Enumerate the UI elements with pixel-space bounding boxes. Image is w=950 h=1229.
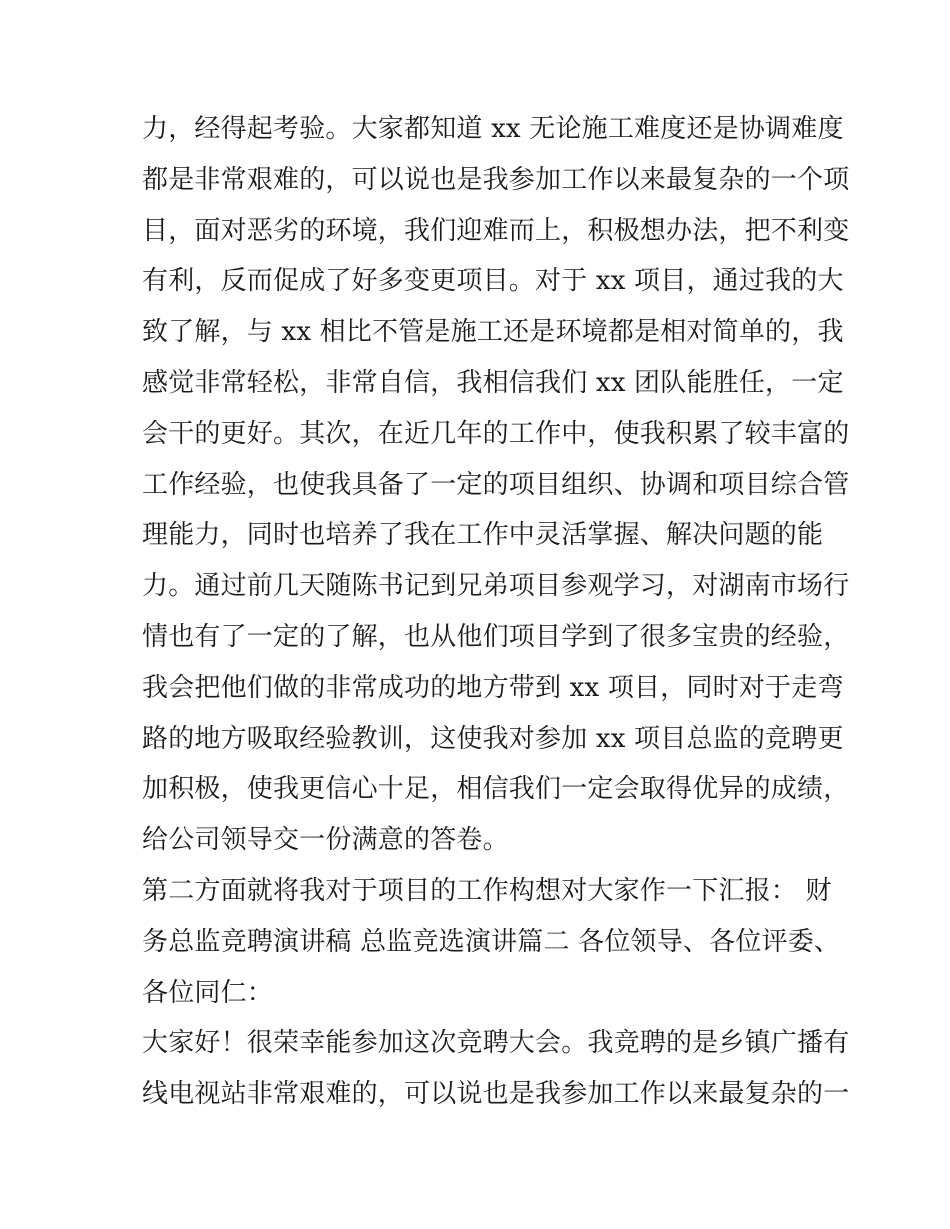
text-line: 情也有了一定的了解，也从他们项目学到了很多宝贵的经验， bbox=[142, 621, 850, 652]
text-line: 路的地方吸取经验教训，这使我对参加 xx 项目总监的竞聘更 bbox=[142, 723, 844, 754]
text-line: 线电视站非常艰难的，可以说也是我参加工作以来最复杂的一 bbox=[142, 1079, 850, 1110]
text-line: 力，经得起考验。大家都知道 xx 无论施工难度还是协调难度 bbox=[142, 114, 844, 144]
text-line: 大家好！很荣幸能参加这次竞聘大会。我竞聘的是乡镇广播有 bbox=[142, 1028, 850, 1059]
text-line: 第二方面就将我对于项目的工作构想对大家作一下汇报： 财 bbox=[142, 875, 832, 906]
text-line: 目，面对恶劣的环境，我们迎难而上，积极想办法，把不利变 bbox=[142, 215, 850, 246]
text-line: 致了解，与 xx 相比不管是施工还是环境都是相对简单的，我 bbox=[142, 317, 844, 348]
text-line: 理能力，同时也培养了我在工作中灵活掌握、解决问题的能 bbox=[142, 520, 824, 551]
text-line: 力。通过前几天随陈书记到兄弟项目参观学习，对湖南市场行 bbox=[142, 571, 850, 602]
text-line: 各位同仁： bbox=[142, 977, 274, 1008]
text-line: 有利，反而促成了好多变更项目。对于 xx 项目，通过我的大 bbox=[142, 266, 844, 297]
body-text bbox=[142, 104, 850, 1120]
text-line: 都是非常艰难的，可以说也是我参加工作以来最复杂的一个项 bbox=[142, 164, 850, 195]
text-line: 会干的更好。其次，在近几年的工作中，使我积累了较丰富的 bbox=[142, 418, 850, 449]
text-line: 感觉非常轻松，非常自信，我相信我们 xx 团队能胜任，一定 bbox=[142, 367, 844, 398]
text-line: 我会把他们做的非常成功的地方带到 xx 项目，同时对于走弯 bbox=[142, 672, 844, 703]
text-line: 工作经验，也使我具备了一定的项目组织、协调和项目综合管 bbox=[142, 469, 850, 500]
text-line: 加积极，使我更信心十足，相信我们一定会取得优异的成绩， bbox=[142, 774, 850, 805]
text-line: 给公司领导交一份满意的答卷。 bbox=[142, 825, 509, 856]
text-line: 务总监竞聘演讲稿 总监竞选演讲篇二 各位领导、各位评委、 bbox=[142, 926, 841, 957]
